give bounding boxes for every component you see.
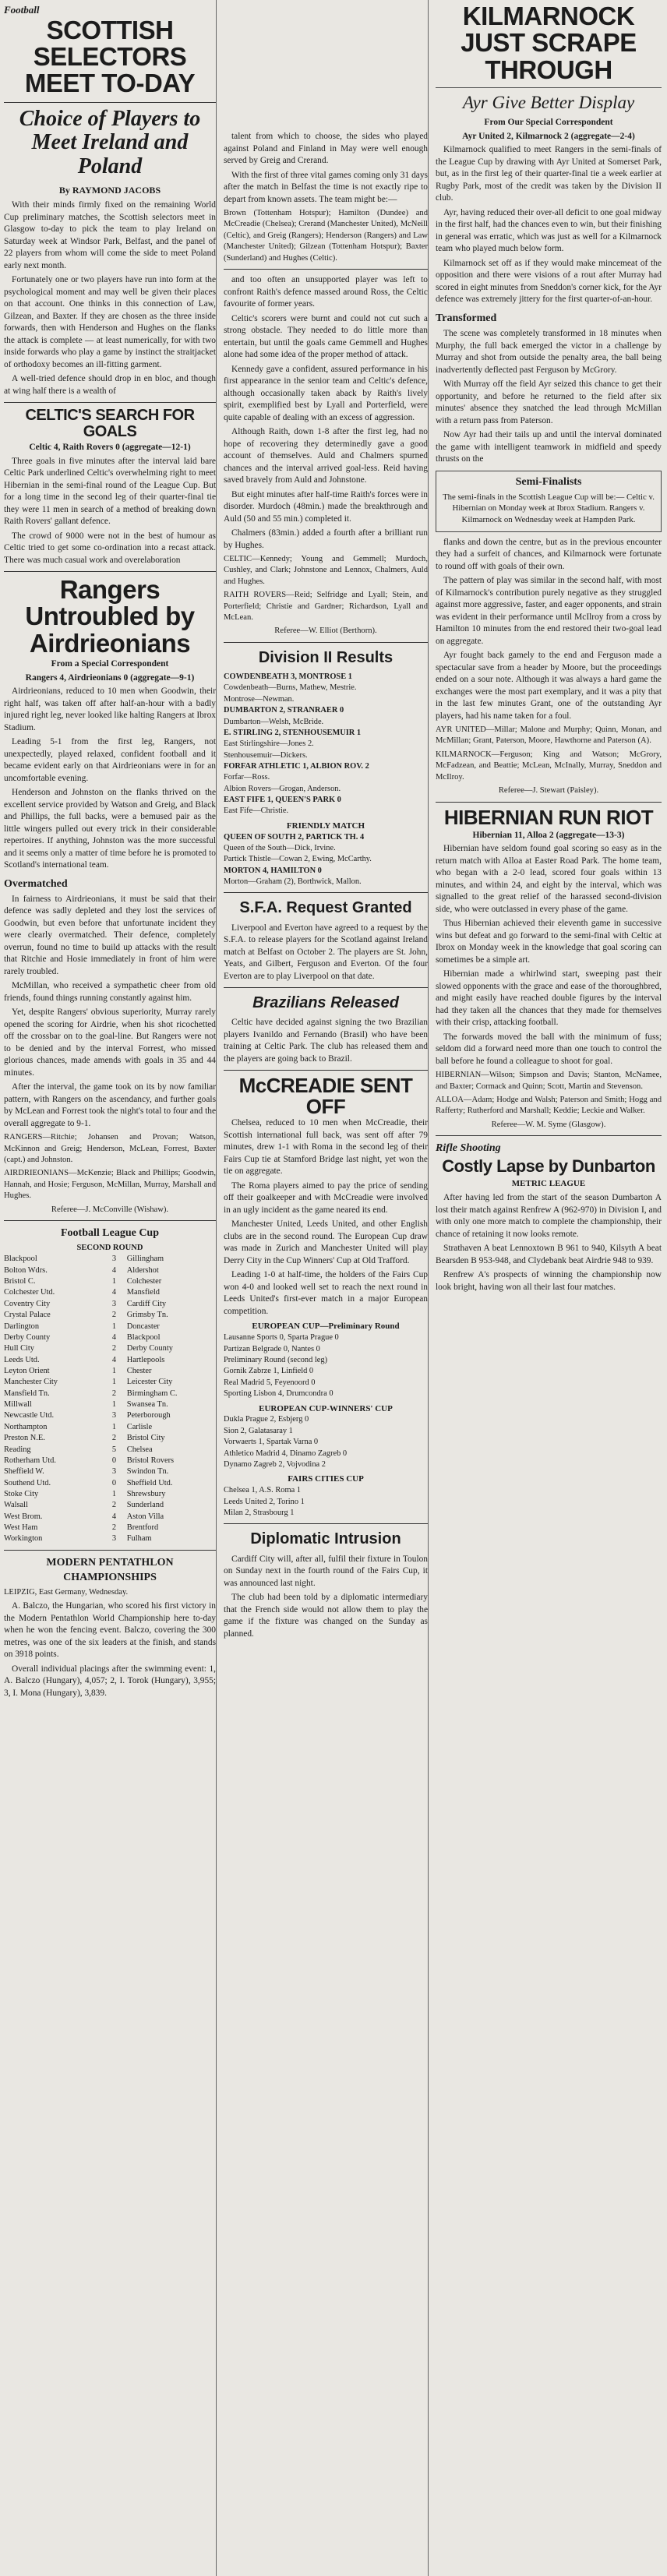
divider: [436, 802, 662, 803]
team-cell: Doncaster: [126, 1322, 160, 1331]
divider: [224, 642, 428, 643]
score-line: Ayr United 2, Kilmarnock 2 (aggregate—2-4): [462, 131, 635, 141]
team-lineup: AIRDRIEONIANS—McKenzie; Black and Phillips; Goodwin, Hannah, and Hosie; Ferguson, McMillan, Murray, Marshall and Hughes.: [4, 1169, 216, 1201]
result-line: Montrose—Newman.: [224, 694, 295, 704]
team-cell: Colchester Utd.: [4, 1288, 55, 1297]
result-line: Dumbarton—Welsh, McBride.: [224, 717, 324, 726]
cup-winners-heading: EUROPEAN CUP-WINNERS' CUP: [259, 1403, 393, 1413]
byline: From Our Special Correspondent: [484, 118, 613, 128]
team-cell: Swindon Tn.: [126, 1467, 169, 1477]
score-cell: 2: [111, 1389, 117, 1398]
team-lineup: KILMARNOCK—Ferguson; King and Watson; McGrory, McFadzean, and Beattie; McLean, McInally, Murray, Sneddon and McIlroy.: [436, 750, 662, 782]
result-line: Dukla Prague 2, Esbjerg 0: [224, 1415, 309, 1424]
score-cell: 1: [111, 1378, 117, 1387]
rifle-shooting-slug: Rifle Shooting: [436, 1142, 501, 1155]
body-paragraph: A. Balczo, the Hungarian, who scored his first victory in the Modern Pentathlon World Championship here to-day when he won the fencing event. Balczo, covering the 300 metres, was one of the six leaders at the finish, and stands on 3918 points.: [4, 1601, 216, 1660]
section-slug: Football: [4, 4, 40, 16]
result-line: Stenhousemuir—Dickers.: [224, 750, 308, 760]
headline-selectors: SCOTTISH SELECTORS MEET TO-DAY: [24, 15, 196, 98]
results-row: [4, 1399, 216, 1410]
score-line: Rangers 4, Airdrieonians 0 (aggregate—9-1): [25, 672, 195, 683]
team-cell: Leicester City: [126, 1378, 173, 1387]
team-cell: Chelsea: [126, 1445, 153, 1454]
semi-finalists-heading: Semi-Finalists: [515, 475, 582, 488]
score-cell: 2: [111, 1434, 117, 1443]
score-cell: 4: [111, 1288, 117, 1297]
headline-rangers: Rangers Untroubled by Airdrieonians: [25, 575, 195, 658]
team-cell: Walsall: [4, 1501, 28, 1510]
divider: [4, 1550, 216, 1551]
score-line: Celtic 4, Raith Rovers 0 (aggregate—12-1): [29, 442, 191, 452]
pentathlon-heading: MODERN PENTATHLON CHAMPIONSHIPS: [46, 1556, 174, 1583]
results-row: [4, 1377, 216, 1388]
body-paragraph: With their minds firmly fixed on the remaining World Cup preliminary matches, the Scottish selectors meet in Glasgow to-day to pick the team to play Ireland on Saturday week at Windsor Park, Belfast, and the panel of 22 players from whom will come the side to meet Poland early next month.: [4, 200, 216, 270]
result-line: Chelsea 1, A.S. Roma 1: [224, 1486, 301, 1495]
body-paragraph: The scene was completely transformed in 18 minutes when Murphy, the full back emerged the victor in a challenge by Murray and shot from outside the penalty area, the ball being inadvertently deflected past Ferguson by McGrory.: [436, 329, 662, 375]
results-row: [4, 1265, 216, 1276]
body-paragraph: Ayr fought back gamely to the end and Ferguson made a spectacular save from a header by Moore, but the proceedings ended on a sour note. Although it was always a hard game the exchanges were the most part exemplary, and it was a pity that in the last few minutes Grant, one of the outstanding Ayr players, had his name taken for a foul.: [436, 651, 662, 721]
column-middle: [220, 0, 432, 1643]
results-row: [4, 1389, 216, 1399]
result-line: FORFAR ATHLETIC 1, ALBION ROV. 2: [224, 761, 369, 771]
team-lineup: CELTIC—Kennedy; Young and Gemmell; Murdoch, Cushley, and Clark; Johnstone and Lennox, Chalmers, Auld and Hughes.: [224, 555, 428, 586]
team-cell: West Brom.: [4, 1512, 43, 1521]
team-cell: Leyton Orient: [4, 1366, 50, 1375]
results-row: [4, 1299, 216, 1310]
body-paragraph: talent from which to choose, the sides who played against Poland and Finland in May were well enough served by Greig and Crerand.: [224, 132, 428, 165]
division-two-heading: Division II Results: [258, 648, 393, 666]
results-row: [4, 1489, 216, 1500]
semi-finalists-box: [436, 471, 662, 532]
team-cell: Blackpool: [4, 1254, 37, 1264]
body-paragraph: Chalmers (83min.) added a fourth after a brilliant run by Hughes.: [224, 528, 428, 550]
body-paragraph: Renfrew A's prospects of winning the championship now look bright, having won all their last four matches.: [436, 1270, 662, 1292]
body-paragraph: With the first of three vital games coming only 31 days after the match in Belfast the time is not exactly ripe to depart from known assets. The team might be:—: [224, 170, 428, 204]
results-row: [4, 1445, 216, 1456]
result-line: Morton—Graham (2), Borthwick, Mallon.: [224, 877, 362, 887]
team-cell: Swansea Tn.: [126, 1400, 168, 1410]
results-row: [4, 1276, 216, 1287]
result-line: COWDENBEATH 3, MONTROSE 1: [224, 672, 352, 682]
team-lineup: ALLOA—Adam; Hodge and Walsh; Paterson and Smith; Hogg and Rafferty; Rutherford and Marshall; Keddie; Leckie and Walker.: [436, 1095, 662, 1116]
score-cell: 2: [111, 1311, 117, 1320]
body-paragraph: The pattern of play was similar in the second half, with most of Kilmarnock's contribution purely negative as they struggled against more aggressive, faster, and eager opponents, and strain was evident in their performance until McIlroy from a cross by Hamilton 10 minutes from the end restored their two-goal lead on aggregate.: [436, 576, 662, 646]
team-cell: Bristol Rovers: [126, 1456, 175, 1465]
score-cell: 1: [111, 1489, 117, 1498]
result-line: Leeds United 2, Torino 1: [224, 1497, 305, 1506]
body-paragraph: McMillan, who received a sympathetic cheer from old friends, found things running constantly against him.: [4, 981, 216, 1003]
team-cell: Peterborough: [126, 1411, 171, 1420]
team-cell: Chester: [126, 1366, 152, 1375]
body-paragraph: Three goals in five minutes after the interval laid bare Celtic Park underlined Celtic's overwhelming right to meet Hibernian in the semi-final round of the League Cup. But for a long time in the second leg of their quarter-final tie they were 11 men in search of a method of breaking down Raith Rovers' gallant defence.: [4, 456, 216, 527]
headline-mccreadie: McCREADIE SENT OFF: [238, 1074, 413, 1119]
team-cell: Newcastle Utd.: [4, 1411, 55, 1420]
team-cell: Hull City: [4, 1344, 34, 1353]
subhead: Transformed: [436, 312, 497, 324]
team-cell: Preston N.E.: [4, 1434, 45, 1443]
divider: [4, 1220, 216, 1221]
team-cell: Cardiff City: [126, 1299, 167, 1308]
team-cell: Shrewsbury: [126, 1489, 166, 1498]
team-cell: West Ham: [4, 1523, 38, 1533]
team-cell: Brentford: [126, 1523, 159, 1533]
divider: [224, 269, 428, 270]
divider: [436, 87, 662, 88]
team-selection: Brown (Tottenham Hotspur); Hamilton (Dundee) and McCreadie (Chelsea); Crerand (Manchester United), McNeill (Celtic), and Greig (Rangers); Henderson (Rangers) and Law (Manchester United); Gilzean (Tottenham Hotspur); Baxter (Sunderland) and Hughes (Celtic).: [224, 209, 428, 263]
body-paragraph: Although Raith, down 1-8 after the first leg, had no hope of recovering they determinedly gave a good account of themselves. Auld and Chalmers spurned chances and the interval arrived goal-less. Reid having saved bravely from Auld and Johnstone.: [224, 427, 428, 485]
body-paragraph: Chelsea, reduced to 10 men when McCreadie, their Scottish international full back, was sent off after 79 minutes, drew 1-1 with Roma in the second leg of their Fairs Cup tie at Stamford Bridge last night, yet won the tie on aggregate.: [224, 1118, 428, 1177]
body-paragraph: Kennedy gave a confident, assured performance in his first appearance in the senior team and Celtic's defence, although occasionally taken aback by Raith's lively spirit, exemplified best by Lyall and Porterfield, were quite capable of dealing with an excess of aggression.: [224, 364, 428, 422]
friendly-heading: FRIENDLY MATCH: [286, 820, 365, 831]
divider: [4, 102, 216, 103]
team-cell: Coventry City: [4, 1299, 51, 1308]
team-lineup: RANGERS—Ritchie; Johansen and Provan; Watson, McKinnon and Greig; Henderson, McLean, Forrest, Baxter (capt.) and Johnston.: [4, 1133, 216, 1165]
score-cell: 2: [111, 1523, 117, 1533]
result-line: MORTON 4, HAMILTON 0: [224, 866, 322, 875]
score-cell: 4: [111, 1265, 117, 1275]
divider: [4, 571, 216, 572]
body-paragraph: Leading 1-0 at half-time, the holders of the Fairs Cup won 4-0 and looked well set to reach the next round in Leeds United's first-ever match in a major European competition.: [224, 1270, 428, 1316]
team-cell: Derby County: [126, 1344, 173, 1353]
score-cell: 4: [111, 1512, 117, 1521]
result-line: Partick Thistle—Cowan 2, Ewing, McCarthy.: [224, 855, 372, 864]
results-row: [4, 1433, 216, 1444]
score-cell: 3: [111, 1467, 117, 1477]
body-paragraph: Liverpool and Everton have agreed to a request by the S.F.A. to release players for the Scotland against Ireland match at Belfast on October 2. The players are St. John, Yeats, and Gilbert, Ferguson and Everton. Of the four Everton are to play Liverpool on that date.: [224, 923, 428, 981]
team-cell: Sheffield W.: [4, 1467, 44, 1477]
headline-kilmarnock: KILMARNOCK JUST SCRAPE THROUGH: [461, 2, 637, 84]
results-row: [4, 1366, 216, 1377]
result-line: Queen of the South—Dick, Irvine.: [224, 844, 336, 853]
result-line: Dynamo Zagreb 2, Vojvodina 2: [224, 1459, 326, 1469]
result-line: QUEEN OF SOUTH 2, PARTICK TH. 4: [224, 832, 365, 842]
score-cell: 3: [111, 1299, 117, 1308]
diplomatic-heading: Diplomatic Intrusion: [250, 1530, 401, 1548]
headline-dunbarton: Costly Lapse by Dunbarton: [442, 1156, 655, 1177]
results-row: [4, 1523, 216, 1533]
score-cell: 3: [111, 1534, 117, 1544]
body-paragraph: In fairness to Airdrieonians, it must be said that their defence was sadly depleted and they lost the services of Goodwin, but even before that unfortunate incident they were clearly overmatched. Their defence, completely overrun, found no time to build up attacks with the result that Ritchie and Hosie immediately in front of him were rarely troubled.: [4, 894, 216, 976]
team-lineup: RAITH ROVERS—Reid; Selfridge and Lyall; Stein, and Porterfield; Christie and Gardner; Richardson, Lyall and McLean.: [224, 591, 428, 623]
result-line: East Stirlingshire—Jones 2.: [224, 739, 314, 749]
results-row: [4, 1456, 216, 1466]
body-paragraph: Now Ayr had their tails up and until the interval dominated the game with intelligent teamwork in midfield and speedy thrusts on the: [436, 430, 662, 464]
body-paragraph: Kilmarnock qualified to meet Rangers in the semi-finals of the League Cup by drawing with Ayr United at Somerset Park, but, as in the first leg of their quarter-final tie a week earlier at Rugby Park, most of the credit was taken by the Division II club.: [436, 145, 662, 203]
sfa-heading: S.F.A. Request Granted: [239, 899, 412, 917]
result-line: Cowdenbeath—Burns, Mathew, Mestrie.: [224, 683, 357, 693]
score-cell: 1: [111, 1422, 117, 1431]
divider: [224, 1523, 428, 1524]
body-paragraph: The crowd of 9000 were not in the best of humour as Celtic tried to get some co-ordination into a recast attack. There was much casual work and overelaboration: [4, 531, 216, 565]
results-list: [224, 1485, 428, 1519]
body-paragraph: Strathaven A beat Lennoxtown B 961 to 940, Kilsyth A beat Bearsden B 953-948, and Clydebank beat Airdrie 948 to 939.: [436, 1244, 662, 1265]
team-cell: Southend Utd.: [4, 1478, 51, 1487]
score-cell: 5: [111, 1445, 117, 1454]
score-cell: 2: [111, 1344, 117, 1353]
result-line: Gornik Zabrze 1, Linfield 0: [224, 1367, 314, 1376]
score-cell: 4: [111, 1332, 117, 1342]
team-cell: Mansfield: [126, 1288, 160, 1297]
body-paragraph: The Roma players aimed to pay the price of sending off their goalkeeper and with McCreadie were involved in an ugly incident as the game neared its end.: [224, 1180, 428, 1215]
result-line: Preliminary Round (second leg): [224, 1356, 328, 1365]
body-paragraph: Celtic's scorers were burnt and could not cut such a strong obstacle. They needed to do little more than entertain, but until the goals came Gemmell and Hughes alone had some idea of the proper method of attack.: [224, 313, 428, 360]
body-paragraph: Henderson and Johnston on the flanks thrived on the excellent service provided by Watson and Greig, and Black and Phillips, the full backs, were a bemused pair as the little wingers pulled out every trick in their considerable repertoires. If anything, Johnston was the more successful and it seems only a matter of time before he is promoted to Scotland's international team.: [4, 788, 216, 870]
results-row: [4, 1410, 216, 1421]
team-cell: Sheffield Utd.: [126, 1478, 173, 1487]
result-line: Sporting Lisbon 4, Drumcondra 0: [224, 1389, 334, 1399]
team-cell: Sunderland: [126, 1501, 164, 1510]
team-cell: Gillingham: [126, 1254, 164, 1264]
team-cell: Reading: [4, 1445, 31, 1454]
referee-line: Referee—W. Elliot (Berthorn).: [274, 626, 377, 636]
results-list: [224, 1332, 428, 1399]
team-cell: Bristol City: [126, 1434, 165, 1443]
result-line: Vorwaerts 1, Spartak Varna 0: [224, 1438, 319, 1447]
team-cell: Northampton: [4, 1422, 48, 1431]
euro-cup-heading: EUROPEAN CUP—Preliminary Round: [252, 1322, 400, 1332]
score-cell: 3: [111, 1254, 117, 1264]
body-paragraph: But eight minutes after half-time Raith's forces were in disorder. Murdoch (48min.) made the breakthrough and Auld (50 and 55 min.) completed it.: [224, 489, 428, 524]
team-cell: Grimsby Tn.: [126, 1311, 168, 1320]
result-line: Albion Rovers—Grogan, Anderson.: [224, 784, 341, 793]
results-list: [224, 672, 428, 817]
team-cell: Crystal Palace: [4, 1311, 51, 1320]
body-paragraph: flanks and down the centre, but as in the previous encounter they had a surfeit of chances, and Kilmarnock were fortunate to round off with goals of their own.: [436, 537, 662, 571]
results-list: [224, 832, 428, 888]
result-line: DUMBARTON 2, STRANRAER 0: [224, 706, 344, 715]
team-cell: Workington: [4, 1534, 43, 1544]
score-cell: 1: [111, 1400, 117, 1410]
result-line: Milan 2, Strasbourg 1: [224, 1508, 295, 1517]
results-row: [4, 1310, 216, 1321]
team-cell: Stoke City: [4, 1489, 39, 1498]
team-cell: Aldershot: [126, 1265, 159, 1275]
headline-celtic: CELTIC'S SEARCH FOR GOALS: [25, 407, 195, 441]
team-cell: Blackpool: [126, 1332, 161, 1342]
results-row: [4, 1512, 216, 1523]
team-cell: Leeds Utd.: [4, 1355, 40, 1364]
divider: [224, 892, 428, 893]
results-row: [4, 1355, 216, 1366]
body-paragraph: After the interval, the game took on its by now familiar pattern, with Rangers on the ascendancy, and further goals by McLean and Forrest took the night's total to four and the overall aggregate to 9-1.: [4, 1082, 216, 1128]
body-paragraph: Manchester United, Leeds United, and other English clubs are in the second round. The European Cup draw was made in Zurich and Manchester United will play Derry City in the Cup Winners' Cup at Old Trafford.: [224, 1219, 428, 1265]
body-paragraph: A well-tried defence should drop in en bloc, and though at wing half there is a wealth of: [4, 374, 216, 396]
results-row: [4, 1332, 216, 1343]
result-line: EAST FIFE 1, QUEEN'S PARK 0: [224, 796, 341, 805]
results-row: [4, 1287, 216, 1298]
column-left: [0, 0, 220, 1702]
results-row: [4, 1254, 216, 1265]
league-cup-subheading: SECOND ROUND: [76, 1244, 143, 1253]
team-cell: Carlisle: [126, 1422, 153, 1431]
headline-hibernian: HIBERNIAN RUN RIOT: [443, 805, 654, 829]
team-cell: Birmingham C.: [126, 1389, 178, 1398]
divider: [224, 987, 428, 988]
result-line: Real Madrid 5, Feyenoord 0: [224, 1378, 316, 1387]
body-paragraph: Fortunately one or two players have run into form at the psychological moment and may well be given their places on that account. One thinks in this connection of Law, Gilzean, and Baxter. If they are chosen as the three inside forwards, then with Henderson and Hughes on the flanks the attack is complete — at least numerically, for with two inside forwards who play a game by instinct the straitjacket of orthodoxy becomes an ill-fitting garment.: [4, 275, 216, 369]
team-cell: Colchester: [126, 1277, 162, 1286]
body-paragraph: Celtic have decided against signing the two Brazilian players Ivanildo and Fernando (Brasil) who have been training at Celtic Park. The club has released them and the players are going back to Brazil.: [224, 1018, 428, 1064]
score-cell: 1: [111, 1322, 117, 1331]
team-cell: Bristol C.: [4, 1277, 36, 1286]
divider: [4, 402, 216, 403]
score-cell: 1: [111, 1366, 117, 1375]
body-paragraph: and too often an unsupported player was left to confront Raith's defence massed around Ross, the Celtic favourite of former years.: [224, 275, 428, 309]
fairs-cup-heading: FAIRS CITIES CUP: [288, 1474, 364, 1484]
body-paragraph: Kilmarnock set off as if they would make mincemeat of the opposition and there were visions of a rout after Murray had scored in eight minutes from Sneddon's corner kick, for the Ayr defence was extremely jittery for the first quarter-of-an-hour.: [436, 258, 662, 305]
results-table: [4, 1254, 216, 1544]
referee-line: Referee—W. M. Syme (Glasgow).: [491, 1120, 606, 1129]
body-paragraph: Cardiff City will, after all, fulfil their fixture in Toulon on Sunday next in the fourth round of the Fairs Cup, it was announced last night.: [224, 1554, 428, 1588]
team-cell: Fulham: [126, 1534, 152, 1544]
results-row: [4, 1500, 216, 1511]
team-cell: Hartlepools: [126, 1355, 165, 1364]
score-cell: 4: [111, 1355, 117, 1364]
deck-kilmarnock: Ayr Give Better Display: [462, 92, 635, 112]
results-row: [4, 1422, 216, 1433]
metric-league-heading: METRIC LEAGUE: [511, 1179, 586, 1189]
results-list: [224, 1414, 428, 1470]
body-paragraph: Airdrieonians, reduced to 10 men when Goodwin, their right half, was taken off after half-an-hour with a badly injured right leg, never looked like halting Rangers at Ibrox Stadium.: [4, 686, 216, 732]
result-line: Athletico Madrid 4, Dinamo Zagreb 0: [224, 1449, 348, 1458]
results-row: [4, 1478, 216, 1489]
body-paragraph: After having led from the start of the season Dumbarton A lost their match against Renfrew A (962-970) in Division I, and with only one more match to complete the championship, their chance of retaining it now looks remote.: [436, 1193, 662, 1239]
body-paragraph: With Murray off the field Ayr seized this chance to get their opportunity, and before he returned to the field after six minutes' absence they snatched the lead through McMillan with a return pass from Paterson.: [436, 379, 662, 425]
semi-finalists-text: The semi-finals in the Scottish League Cup will be:— Celtic v. Hibernian on Monday week at Ibrox Stadium. Rangers v. Kilmarnock on Wednesday week at Hampden Park.: [443, 492, 655, 524]
results-row: [4, 1466, 216, 1477]
referee-line: Referee—J. Stewart (Paisley).: [498, 786, 599, 796]
body-paragraph: Hibernian have seldom found goal scoring so easy as in the return match with Alloa at Easter Road Park. The home team, who began with a 2-0 lead, scored four goals within 13 minutes, and within 24, and eight by the interval, which was signalled to the great relief of the harassed second-division side, who were outclassed in every phase of the game.: [436, 844, 662, 914]
byline: By RAYMOND JACOBS: [58, 185, 161, 196]
body-paragraph: Hibernian made a whirlwind start, sweeping past their slowed opponents with the grace and ease of the thoroughbred, and might easily have reached double figures by the interval had they taken all the chances that they made for themselves with their crisp, attacking football.: [436, 969, 662, 1028]
team-cell: Millwall: [4, 1400, 32, 1410]
result-line: Partizan Belgrade 0, Nantes 0: [224, 1344, 320, 1353]
deck-selectors: Choice of Players to Meet Ireland and Poland: [19, 106, 201, 179]
body-paragraph: Leading 5-1 from the first leg, Rangers, not unexpectedly, played relaxed, confident football and it became evident early on that Airdrieonians were in for an uncomfortable evening.: [4, 737, 216, 783]
score-cell: 2: [111, 1501, 117, 1510]
divider: [436, 1135, 662, 1136]
results-row: [4, 1322, 216, 1332]
result-line: Sion 2, Galatasaray 1: [224, 1426, 293, 1435]
score-cell: 0: [111, 1456, 117, 1465]
result-line: E. STIRLING 2, STENHOUSEMUIR 1: [224, 728, 362, 737]
score-cell: 1: [111, 1277, 117, 1286]
league-cup-heading: Football League Cup: [60, 1227, 159, 1240]
team-cell: Manchester City: [4, 1378, 58, 1387]
body-paragraph: The club had been told by a diplomatic intermediary that the French side would not allow them to play the game if the fixture was changed on the Sunday as planned.: [224, 1593, 428, 1639]
team-cell: Aston Villa: [126, 1512, 164, 1521]
body-paragraph: The forwards moved the ball with the minimum of fuss; seldom did a forward need more than one touch to control the ball before he found a colleague to shoot for goal.: [436, 1032, 662, 1066]
subhead: Overmatched: [4, 877, 68, 890]
dateline: LEIPZIG, East Germany, Wednesday.: [4, 1587, 129, 1597]
team-lineup: AYR UNITED—Millar; Malone and Murphy; Quinn, Monan, and McMillan; Grant, Paterson, Moore, Hawthorne and Paterson (A).: [436, 725, 662, 746]
referee-line: Referee—J. McConville (Wishaw).: [51, 1205, 169, 1214]
result-line: East Fife—Christie.: [224, 806, 289, 816]
team-cell: Darlington: [4, 1322, 40, 1331]
body-paragraph: Overall individual placings after the swimming event: 1, A. Balczo (Hungary), 4,057; 2, I. Torok (Hungary), 3,955; 3, I. Mona (Hungary), 3,839.: [4, 1664, 216, 1698]
body-paragraph: Thus Hibernian achieved their eleventh game in successive wins but defeat and go forward to the semi-final with Celtic at Ibrox on Monday week in the knowledge that goal scoring can sometimes be a simple art.: [436, 919, 662, 965]
team-cell: Bolton Wdrs.: [4, 1265, 48, 1275]
spacer: [224, 0, 428, 131]
team-cell: Derby County: [4, 1332, 51, 1342]
column-right: [432, 0, 665, 1296]
divider: [224, 1070, 428, 1071]
team-cell: Rotherham Utd.: [4, 1456, 56, 1465]
results-row: [4, 1343, 216, 1354]
score-line: Hibernian 11, Alloa 2 (aggregate—13-3): [472, 830, 625, 840]
team-lineup: HIBERNIAN—Wilson; Simpson and Davis; Stanton, McNamee, and Baxter; Cormack and Quinn; Scott, Martin and Stevenson.: [436, 1071, 662, 1091]
team-cell: Mansfield Tn.: [4, 1389, 50, 1398]
result-line: Lausanne Sports 0, Sparta Prague 0: [224, 1333, 339, 1343]
byline: From a Special Correspondent: [51, 658, 169, 669]
body-paragraph: Yet, despite Rangers' obvious superiority, Murray rarely opened the scoring for Airdrie, when his shot ricochetted off the crossbar on to the goal-line. But Rangers were not to be denied and by the interval Forrest, who missed glorious chances, made amends with goals in 35 and 44 minutes.: [4, 1007, 216, 1078]
body-paragraph: Ayr, having reduced their over-all deficit to one goal midway in the first half, had the chances even to win, but their finishing in general was erratic, which was just as well for a Kilmarnock team who played much below form.: [436, 207, 662, 254]
brazil-heading: Brazilians Released: [252, 994, 399, 1012]
score-cell: 3: [111, 1411, 117, 1420]
results-row: [4, 1533, 216, 1544]
score-cell: 0: [111, 1478, 117, 1487]
result-line: Forfar—Ross.: [224, 773, 270, 782]
